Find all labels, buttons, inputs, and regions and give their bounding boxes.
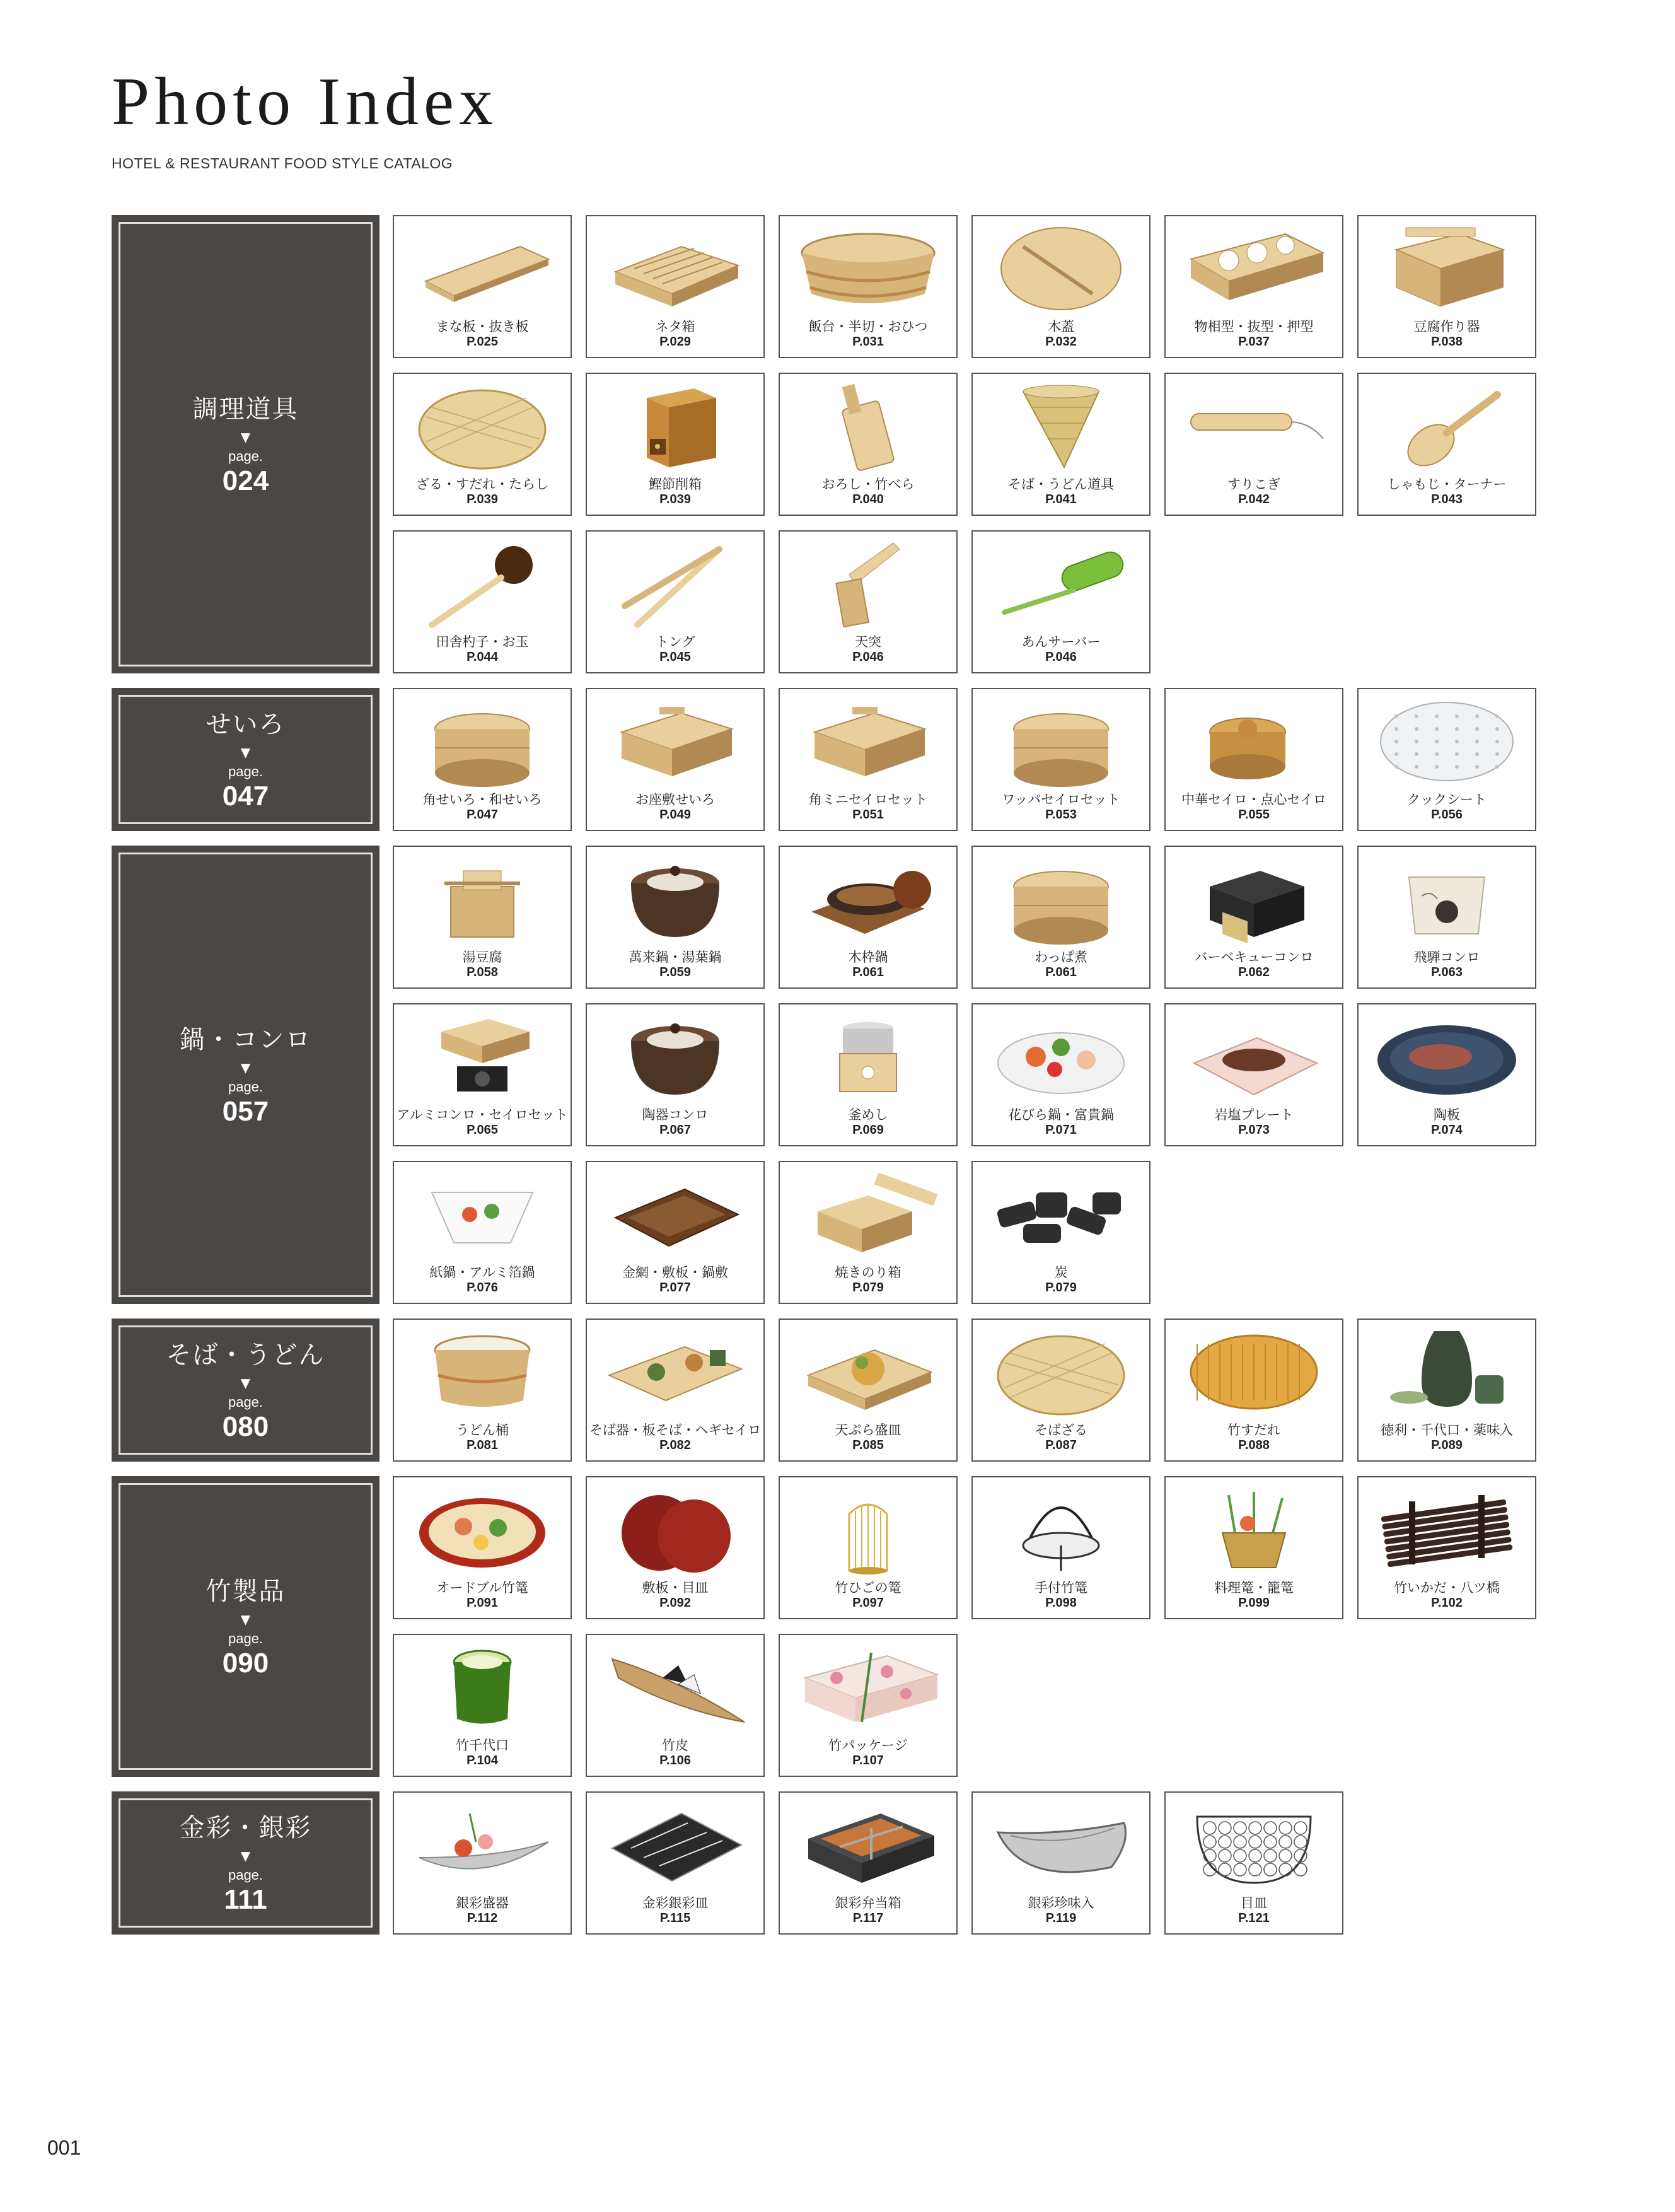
- index-item[interactable]: [586, 1003, 765, 1146]
- item-page: P.065: [467, 1123, 498, 1137]
- index-item[interactable]: [586, 215, 765, 358]
- item-page: P.047: [467, 808, 498, 822]
- item-name: すりこぎ: [1227, 477, 1280, 492]
- triangle-down-icon: ▼: [240, 744, 251, 760]
- item-name: そば・うどん道具: [1008, 477, 1114, 492]
- item-page: P.079: [852, 1281, 884, 1295]
- index-item[interactable]: [586, 1791, 765, 1935]
- index-item[interactable]: [586, 1161, 765, 1304]
- clay-pot-icon: [600, 852, 751, 946]
- wood-stove-icon: [407, 852, 558, 946]
- paddle-icon: [1371, 379, 1522, 474]
- item-page: P.077: [659, 1281, 691, 1295]
- category-panel[interactable]: [112, 1476, 380, 1777]
- kamameshi-icon: [792, 1010, 944, 1104]
- category-page-number: 111: [224, 1883, 267, 1915]
- item-page: P.031: [852, 335, 884, 349]
- item-name: 竹パッケージ: [828, 1738, 908, 1753]
- hotpot-icon: [985, 1010, 1137, 1104]
- index-item[interactable]: [586, 373, 765, 516]
- item-page: P.092: [659, 1596, 691, 1610]
- index-item[interactable]: [1357, 1476, 1536, 1619]
- item-name: 紙鍋・アルミ箔鍋: [429, 1265, 535, 1280]
- item-name: 萬来鍋・湯葉鍋: [629, 950, 722, 965]
- triangle-down-icon: ▼: [240, 1848, 251, 1863]
- category-panel[interactable]: [112, 215, 380, 673]
- item-name: うどん桶: [456, 1423, 509, 1438]
- item-name: ワッパセイロセット: [1002, 792, 1120, 807]
- item-page: P.061: [852, 965, 884, 979]
- item-page: P.107: [852, 1754, 884, 1767]
- index-item[interactable]: [779, 1476, 958, 1619]
- round-steamer-icon: [407, 694, 558, 789]
- item-page: P.079: [1045, 1281, 1077, 1295]
- item-page: P.055: [1238, 808, 1270, 822]
- item-page: P.059: [659, 965, 691, 979]
- red-plates-icon: [600, 1482, 751, 1577]
- item-page: P.043: [1431, 492, 1463, 506]
- index-item[interactable]: [971, 1476, 1150, 1619]
- category-frame: [119, 1325, 373, 1455]
- category-frame: [119, 222, 373, 667]
- index-item[interactable]: [586, 530, 765, 673]
- sheet-icon: [1371, 694, 1522, 789]
- index-item[interactable]: [393, 688, 572, 831]
- item-page: P.076: [467, 1281, 498, 1295]
- index-item[interactable]: [393, 373, 572, 516]
- bento-box-icon: [792, 1798, 944, 1892]
- category-name: 金彩・銀彩: [179, 1813, 312, 1842]
- index-item[interactable]: [393, 1476, 572, 1619]
- item-name: 目皿: [1241, 1895, 1267, 1911]
- item-page: P.081: [467, 1438, 498, 1452]
- triangle-down-icon: ▼: [240, 1059, 251, 1075]
- item-page: P.099: [1238, 1596, 1270, 1610]
- index-item[interactable]: [1357, 373, 1536, 516]
- category-page-number: 090: [222, 1647, 269, 1679]
- item-name: 角せいろ・和せいろ: [422, 792, 542, 807]
- item-name: 湯豆腐: [462, 950, 502, 965]
- item-page: P.040: [852, 492, 884, 506]
- index-item[interactable]: [971, 373, 1150, 516]
- category-name: そば・うどん: [166, 1340, 325, 1370]
- tempura-tray-icon: [792, 1325, 944, 1419]
- udon-tub-icon: [407, 1325, 558, 1419]
- index-item[interactable]: [393, 1003, 572, 1146]
- bamboo-sheath-icon: [600, 1640, 751, 1735]
- index-item[interactable]: [1357, 1003, 1536, 1146]
- category-panel[interactable]: [112, 1318, 380, 1462]
- bamboo-mat-icon: [1178, 1325, 1330, 1419]
- item-page: P.102: [1431, 1596, 1463, 1610]
- item-page: P.037: [1238, 335, 1270, 349]
- item-name: あんサーバー: [1021, 634, 1101, 649]
- bamboo-package-icon: [792, 1640, 944, 1735]
- index-item[interactable]: [393, 1791, 572, 1935]
- index-item[interactable]: [779, 688, 958, 831]
- item-page: P.061: [1045, 965, 1077, 979]
- item-page: P.046: [1045, 650, 1077, 664]
- category-name: せいろ: [206, 709, 286, 739]
- category-page-label: page.: [228, 763, 264, 779]
- ceramic-stove-icon: [1371, 852, 1522, 946]
- item-page: P.106: [659, 1754, 691, 1767]
- item-page: P.053: [1045, 808, 1077, 822]
- item-name: 炭: [1054, 1265, 1068, 1280]
- index-item[interactable]: [1357, 1318, 1536, 1462]
- item-name: クックシート: [1407, 792, 1487, 807]
- category-page-label: page.: [228, 1078, 264, 1095]
- item-name: 陶器コンロ: [642, 1107, 709, 1122]
- item-name: まな板・抜き板: [436, 319, 529, 334]
- soba-tray-icon: [600, 1325, 751, 1419]
- category-page-label: page.: [228, 1866, 264, 1883]
- item-page: P.117: [852, 1911, 884, 1925]
- index-item[interactable]: [586, 1476, 765, 1619]
- category-page-label: page.: [228, 1394, 264, 1410]
- item-name: 銀彩弁当箱: [835, 1895, 901, 1911]
- triangle-down-icon: ▼: [240, 429, 251, 445]
- item-name: 釜めし: [848, 1107, 888, 1122]
- triangle-down-icon: ▼: [240, 1375, 251, 1390]
- item-page: P.085: [852, 1438, 884, 1452]
- ladle-icon: [407, 537, 558, 631]
- round-basket-icon: [407, 379, 558, 474]
- index-item[interactable]: [1164, 215, 1343, 358]
- item-name: 花びら鍋・富貴鍋: [1008, 1107, 1114, 1122]
- handle-basket-icon: [985, 1482, 1137, 1577]
- item-name: わっぱ煮: [1035, 950, 1087, 965]
- cooking-basket-icon: [1178, 1482, 1330, 1577]
- bamboo-cage-icon: [792, 1482, 944, 1577]
- item-page: P.119: [1045, 1911, 1077, 1925]
- index-item[interactable]: [393, 215, 572, 358]
- item-page: P.025: [467, 335, 498, 349]
- item-name: 鰹節削箱: [649, 477, 702, 492]
- item-name: 木枠鍋: [848, 950, 888, 965]
- index-item[interactable]: [393, 530, 572, 673]
- index-item[interactable]: [779, 530, 958, 673]
- index-item[interactable]: [393, 1634, 572, 1777]
- item-page: P.032: [1045, 335, 1077, 349]
- index-item[interactable]: [779, 215, 958, 358]
- item-name: トング: [655, 634, 695, 649]
- item-page: P.056: [1431, 808, 1463, 822]
- item-page: P.062: [1238, 965, 1270, 979]
- item-name: 金網・敷板・鍋敷: [622, 1265, 728, 1280]
- silver-bowl-icon: [985, 1798, 1137, 1892]
- page-number: 001: [47, 2136, 81, 2159]
- index-item[interactable]: [971, 1161, 1150, 1304]
- item-page: P.091: [467, 1596, 498, 1610]
- drawer-box-icon: [600, 379, 751, 474]
- index-item[interactable]: [1164, 1318, 1343, 1462]
- item-page: P.044: [467, 650, 498, 664]
- bamboo-tube-icon: [985, 537, 1137, 631]
- paper-pot-icon: [407, 1167, 558, 1262]
- index-item[interactable]: [393, 1318, 572, 1462]
- item-page: P.073: [1238, 1123, 1270, 1137]
- category-page-label: page.: [228, 1630, 264, 1646]
- item-name: お座敷せいろ: [635, 792, 715, 807]
- index-item[interactable]: [971, 688, 1150, 831]
- stove-steamer-icon: [407, 1010, 558, 1104]
- category-name: 鍋・コンロ: [179, 1025, 312, 1054]
- item-name: 物相型・抜型・押型: [1194, 319, 1314, 334]
- lid-icon: [985, 221, 1137, 316]
- index-item[interactable]: [1164, 1003, 1343, 1146]
- item-name: 銀彩盛器: [456, 1895, 509, 1911]
- category-page-number: 047: [222, 780, 269, 812]
- item-name: 木蓋: [1048, 319, 1074, 334]
- round-steamer-icon: [985, 694, 1137, 789]
- index-item[interactable]: [1164, 846, 1343, 989]
- item-page: P.074: [1431, 1123, 1463, 1137]
- index-item[interactable]: [1357, 846, 1536, 989]
- item-page: P.088: [1238, 1438, 1270, 1452]
- index-item[interactable]: [971, 846, 1150, 989]
- index-item[interactable]: [779, 373, 958, 516]
- item-page: P.046: [852, 650, 884, 664]
- index-item[interactable]: [779, 846, 958, 989]
- silver-boat-icon: [407, 1798, 558, 1892]
- index-item[interactable]: [1357, 215, 1536, 358]
- grater-icon: [792, 379, 944, 474]
- item-name: 徳利・千代口・薬味入: [1381, 1423, 1513, 1438]
- item-name: 銀彩珍味入: [1028, 1895, 1094, 1911]
- item-name: 豆腐作り器: [1413, 319, 1480, 334]
- tofu-box-icon: [1371, 221, 1522, 316]
- index-item[interactable]: [779, 1161, 958, 1304]
- item-page: P.087: [1045, 1438, 1077, 1452]
- index-item[interactable]: [586, 1634, 765, 1777]
- press-icon: [792, 537, 944, 631]
- index-item[interactable]: [1164, 688, 1343, 831]
- board-icon: [407, 221, 558, 316]
- item-name: 中華セイロ・点心セイロ: [1181, 792, 1326, 807]
- item-name: 手付竹篭: [1035, 1580, 1087, 1595]
- item-page: P.042: [1238, 492, 1270, 506]
- item-page: P.067: [659, 1123, 691, 1137]
- item-name: ネタ箱: [655, 319, 695, 334]
- item-name: 岩塩プレート: [1214, 1107, 1294, 1122]
- index-item[interactable]: [971, 1791, 1150, 1935]
- tongs-icon: [600, 537, 751, 631]
- category-panel[interactable]: [112, 846, 380, 1304]
- category-frame: [119, 1798, 373, 1928]
- ceramic-plate-icon: [1371, 1010, 1522, 1104]
- item-name: 焼きのり箱: [835, 1265, 901, 1280]
- page-title: Photo Index: [112, 64, 498, 139]
- item-page: P.098: [1045, 1596, 1077, 1610]
- index-item[interactable]: [586, 1318, 765, 1462]
- index-item[interactable]: [393, 1161, 572, 1304]
- index-item[interactable]: [1164, 1791, 1343, 1935]
- item-page: P.082: [659, 1438, 691, 1452]
- bamboo-cup-icon: [407, 1640, 558, 1735]
- index-item[interactable]: [1357, 688, 1536, 831]
- item-name: しゃもじ・ターナー: [1387, 477, 1507, 492]
- item-name: 飯台・半切・おひつ: [808, 319, 928, 334]
- item-name: 竹千代口: [456, 1738, 509, 1753]
- index-item[interactable]: [971, 1318, 1150, 1462]
- item-page: P.063: [1431, 965, 1463, 979]
- tray-box-icon: [600, 221, 751, 316]
- item-name: バーベキューコンロ: [1194, 950, 1314, 965]
- tub-icon: [792, 221, 944, 316]
- item-page: P.112: [467, 1911, 498, 1925]
- category-page-number: 080: [222, 1411, 269, 1442]
- item-page: P.029: [659, 335, 691, 349]
- item-page: P.039: [467, 492, 498, 506]
- item-page: P.121: [1238, 1911, 1270, 1925]
- category-page-number: 024: [222, 465, 269, 496]
- item-page: P.069: [852, 1123, 884, 1137]
- category-frame: [119, 853, 373, 1297]
- page-subtitle: HOTEL & RESTAURANT FOOD STYLE CATALOG: [112, 155, 453, 172]
- item-page: P.051: [852, 808, 884, 822]
- item-name: 天ぷら盛皿: [835, 1423, 901, 1438]
- item-name: 金彩銀彩皿: [642, 1895, 709, 1911]
- item-name: 竹すだれ: [1227, 1423, 1280, 1438]
- item-page: P.097: [852, 1596, 884, 1610]
- item-name: そばざる: [1035, 1423, 1087, 1438]
- category-panel[interactable]: [112, 1791, 380, 1935]
- item-name: 田舎杓子・お玉: [436, 634, 529, 649]
- pestle-icon: [1178, 379, 1330, 474]
- item-page: P.104: [467, 1754, 498, 1767]
- item-page: P.058: [467, 965, 498, 979]
- index-item[interactable]: [779, 1634, 958, 1777]
- mesh-strainer-icon: [1178, 1798, 1330, 1892]
- item-name: 竹皮: [662, 1738, 688, 1753]
- item-name: おろし・竹べら: [821, 477, 915, 492]
- index-item[interactable]: [779, 1003, 958, 1146]
- item-page: P.089: [1431, 1438, 1463, 1452]
- wood-frame-pot-icon: [792, 852, 944, 946]
- item-name: 角ミニセイロセット: [808, 792, 928, 807]
- item-name: オードブル竹篭: [436, 1580, 528, 1595]
- dark-board-icon: [600, 1167, 751, 1262]
- item-page: P.039: [659, 492, 691, 506]
- item-page: P.038: [1431, 335, 1463, 349]
- item-name: 陶板: [1434, 1107, 1460, 1122]
- square-steamer-icon: [792, 694, 944, 789]
- item-name: アルミコンロ・セイロセット: [397, 1107, 568, 1122]
- item-name: 天突: [855, 634, 881, 649]
- index-item[interactable]: [779, 1318, 958, 1462]
- index-item[interactable]: [971, 530, 1150, 673]
- nori-box-icon: [792, 1167, 944, 1262]
- index-item[interactable]: [971, 1003, 1150, 1146]
- category-name: 竹製品: [206, 1576, 286, 1606]
- item-name: 敷板・目皿: [642, 1580, 709, 1595]
- index-item[interactable]: [1164, 373, 1343, 516]
- charcoal-icon: [985, 1167, 1137, 1262]
- category-name: 調理道具: [192, 394, 299, 424]
- item-name: ざる・すだれ・たらし: [416, 477, 548, 492]
- category-frame: [119, 695, 373, 824]
- index-item[interactable]: [586, 688, 765, 831]
- sake-set-icon: [1371, 1325, 1522, 1419]
- category-panel[interactable]: [112, 688, 380, 831]
- index-item[interactable]: [1164, 1476, 1343, 1619]
- item-page: P.049: [659, 808, 691, 822]
- round-basket-icon: [985, 1325, 1137, 1419]
- item-name: そば器・板そば・ヘギセイロ: [589, 1423, 762, 1438]
- category-page-number: 057: [222, 1095, 269, 1127]
- round-steamer-icon: [985, 852, 1137, 946]
- item-name: 料理篭・籠篭: [1214, 1580, 1294, 1595]
- item-name: 竹いかだ・八ツ橋: [1394, 1580, 1500, 1595]
- triangle-down-icon: ▼: [240, 1611, 251, 1627]
- grill-icon: [1178, 852, 1330, 946]
- category-frame: [119, 1483, 373, 1770]
- index-item[interactable]: [971, 215, 1150, 358]
- hors-doeuvre-basket-icon: [407, 1482, 558, 1577]
- square-steamer-icon: [600, 694, 751, 789]
- clay-pot-icon: [600, 1010, 751, 1104]
- cone-basket-icon: [985, 379, 1137, 474]
- item-name: 竹ひごの篭: [835, 1580, 901, 1595]
- item-name: 飛騨コンロ: [1413, 950, 1480, 965]
- salt-plate-icon: [1178, 1010, 1330, 1104]
- bamboo-raft-icon: [1371, 1482, 1522, 1577]
- index-item[interactable]: [393, 846, 572, 989]
- item-page: P.041: [1045, 492, 1077, 506]
- mold-icon: [1178, 221, 1330, 316]
- item-page: P.115: [659, 1911, 691, 1925]
- index-item[interactable]: [779, 1791, 958, 1935]
- item-page: P.071: [1045, 1123, 1077, 1137]
- index-item[interactable]: [586, 846, 765, 989]
- item-page: P.045: [659, 650, 691, 664]
- category-page-label: page.: [228, 448, 264, 464]
- dim-sum-icon: [1178, 694, 1330, 789]
- silver-square-plate-icon: [600, 1798, 751, 1892]
